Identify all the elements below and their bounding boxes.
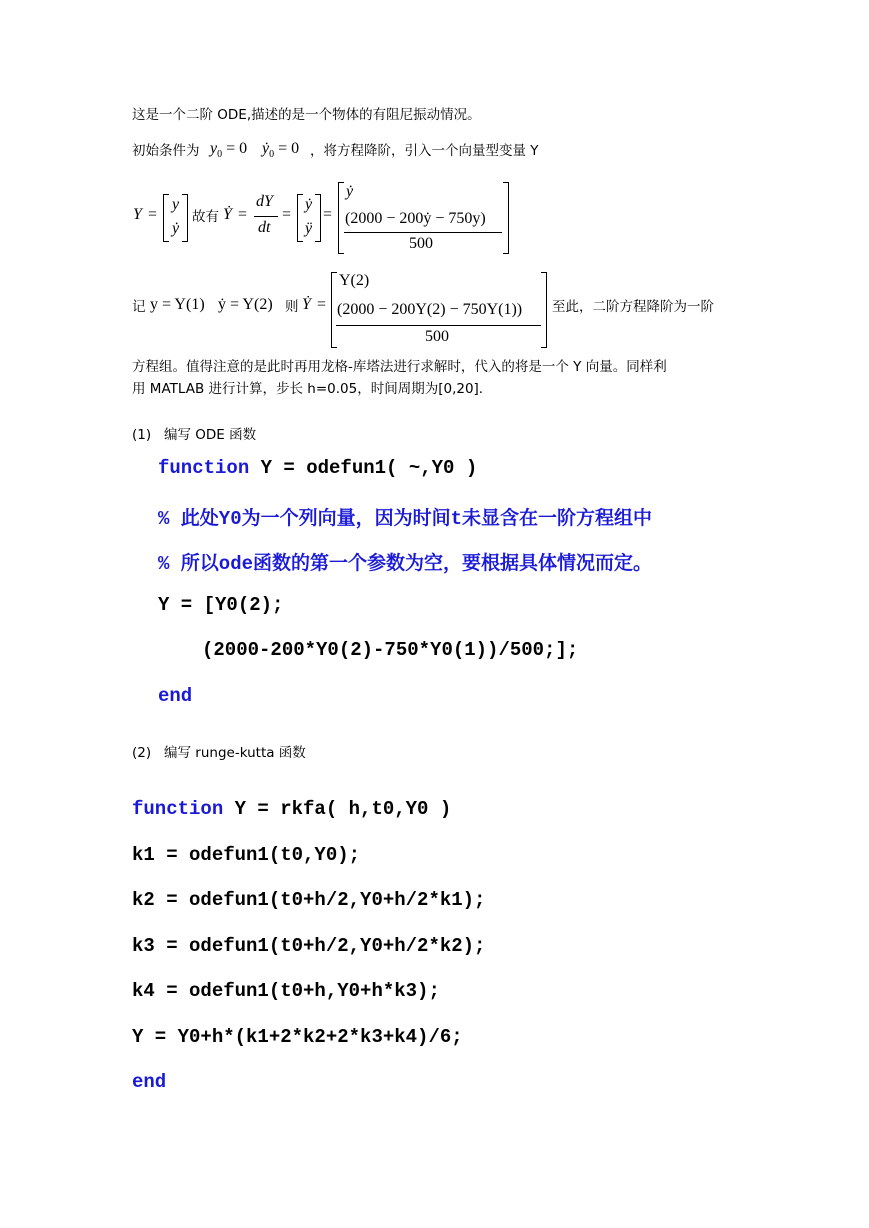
code-line-y: Y = Y0+h*(k1+2*k2+2*k3+k4)/6; xyxy=(132,1026,463,1048)
keyword-function: function xyxy=(132,798,224,820)
eq1-text: 故有 xyxy=(192,209,219,225)
para2-line-2: 用 MATLAB 进行计算，步长 h=0.05，时间周期为[0,20]. xyxy=(132,381,484,397)
code-line-y: Y = [Y0(2); xyxy=(158,594,284,616)
initial-condition-ydot: ẏ$_0$ = 0 xyxy=(262,140,300,161)
eq2-expr-1: y = Y(1) xyxy=(150,296,205,313)
intro-line-2-suffix: ，将方程降阶，引入一个向量型变量 Y xyxy=(310,143,539,159)
eq1-ydot: Ẏ xyxy=(223,206,232,223)
eq1-vec-right-bracket xyxy=(182,194,188,242)
eq2-suffix: 至此，二阶方程降阶为一阶 xyxy=(552,299,714,315)
eq2-big-denominator: 500 xyxy=(425,328,449,345)
eq1-big-left-bracket xyxy=(338,182,344,254)
eq1-frac-line xyxy=(254,216,278,217)
intro-line-1: 这是一个二阶 ODE,描述的是一个物体的有阻尼振动情况。 xyxy=(132,107,481,123)
eq1-big-frac-line xyxy=(344,232,502,233)
eq1-big-numerator: (2000 − 200ẏ − 750y) xyxy=(345,210,486,227)
intro-line-2-prefix: 初始条件为 xyxy=(132,143,200,159)
code-comment-1: % 此处Y0为一个列向量，因为时间t未显含在一阶方程组中 xyxy=(158,508,653,530)
eq1-vec-top: y xyxy=(172,196,180,213)
code-line-k4: k4 = odefun1(t0+h,Y0+h*k3); xyxy=(132,980,440,1002)
keyword-end: end xyxy=(132,1071,167,1093)
eq1-big-top: ẏ xyxy=(346,183,354,200)
eq1-vec2-bottom: ÿ xyxy=(305,220,313,237)
eq1-frac-den: dt xyxy=(258,219,271,236)
code-line-function xyxy=(158,457,477,479)
section-1-heading: (1) 编写 ODE 函数 xyxy=(132,427,257,443)
eq2-big-numerator: (2000 − 200Y(2) − 750Y(1)) xyxy=(337,301,523,318)
initial-condition-y: $y_0 = 0$ xyxy=(210,140,248,161)
eq2-big-frac-line xyxy=(336,325,541,326)
eq1-equals: = xyxy=(148,206,158,223)
eq1-equals-3: = xyxy=(282,206,292,223)
eq1-vec-left-bracket xyxy=(163,194,169,242)
section-2-heading: (2) 编写 runge-kutta 函数 xyxy=(132,745,306,761)
keyword-end: end xyxy=(158,685,193,707)
eq2-big-right-bracket xyxy=(541,272,547,348)
code-line-k2: k2 = odefun1(t0+h/2,Y0+h/2*k1); xyxy=(132,889,486,911)
code-line-k1: k1 = odefun1(t0,Y0); xyxy=(132,844,361,866)
eq2-prefix: 记 xyxy=(132,299,146,315)
eq1-equals-4: = xyxy=(323,206,333,223)
eq1-vec2-right-bracket xyxy=(315,194,321,242)
code-line-function xyxy=(132,798,451,820)
eq2-expr-2: ẏ = Y(2) xyxy=(218,296,273,313)
eq1-frac-num: dY xyxy=(256,193,273,210)
code-comment-2: % 所以ode函数的第一个参数为空，要根据具体情况而定。 xyxy=(158,553,653,575)
function-signature: Y = rkfa( h,t0,Y0 ) xyxy=(223,798,452,820)
eq1-lhs: Y xyxy=(133,206,142,223)
eq2-equals: = xyxy=(317,296,327,313)
eq1-equals-2: = xyxy=(238,206,248,223)
function-signature: Y = odefun1( ~,Y0 ) xyxy=(249,457,478,479)
eq2-big-top: Y(2) xyxy=(339,272,370,289)
eq1-vec2-left-bracket xyxy=(297,194,303,242)
eq2-ydot: Ẏ xyxy=(302,296,311,313)
keyword-function: function xyxy=(158,457,250,479)
eq1-vec2-top: ẏ xyxy=(305,196,313,213)
eq2-text: 则 xyxy=(285,299,299,315)
code-line-k3: k3 = odefun1(t0+h/2,Y0+h/2*k2); xyxy=(132,935,486,957)
eq1-big-denominator: 500 xyxy=(409,235,433,252)
eq1-vec-bottom: ẏ xyxy=(172,220,180,237)
eq1-big-right-bracket xyxy=(503,182,509,254)
para2-line-1: 方程组。值得注意的是此时再用龙格-库塔法进行求解时，代入的将是一个 Y 向量。同样利 xyxy=(132,359,667,375)
code-line-y-cont: (2000-200*Y0(2)-750*Y0(1))/500;]; xyxy=(202,639,579,661)
